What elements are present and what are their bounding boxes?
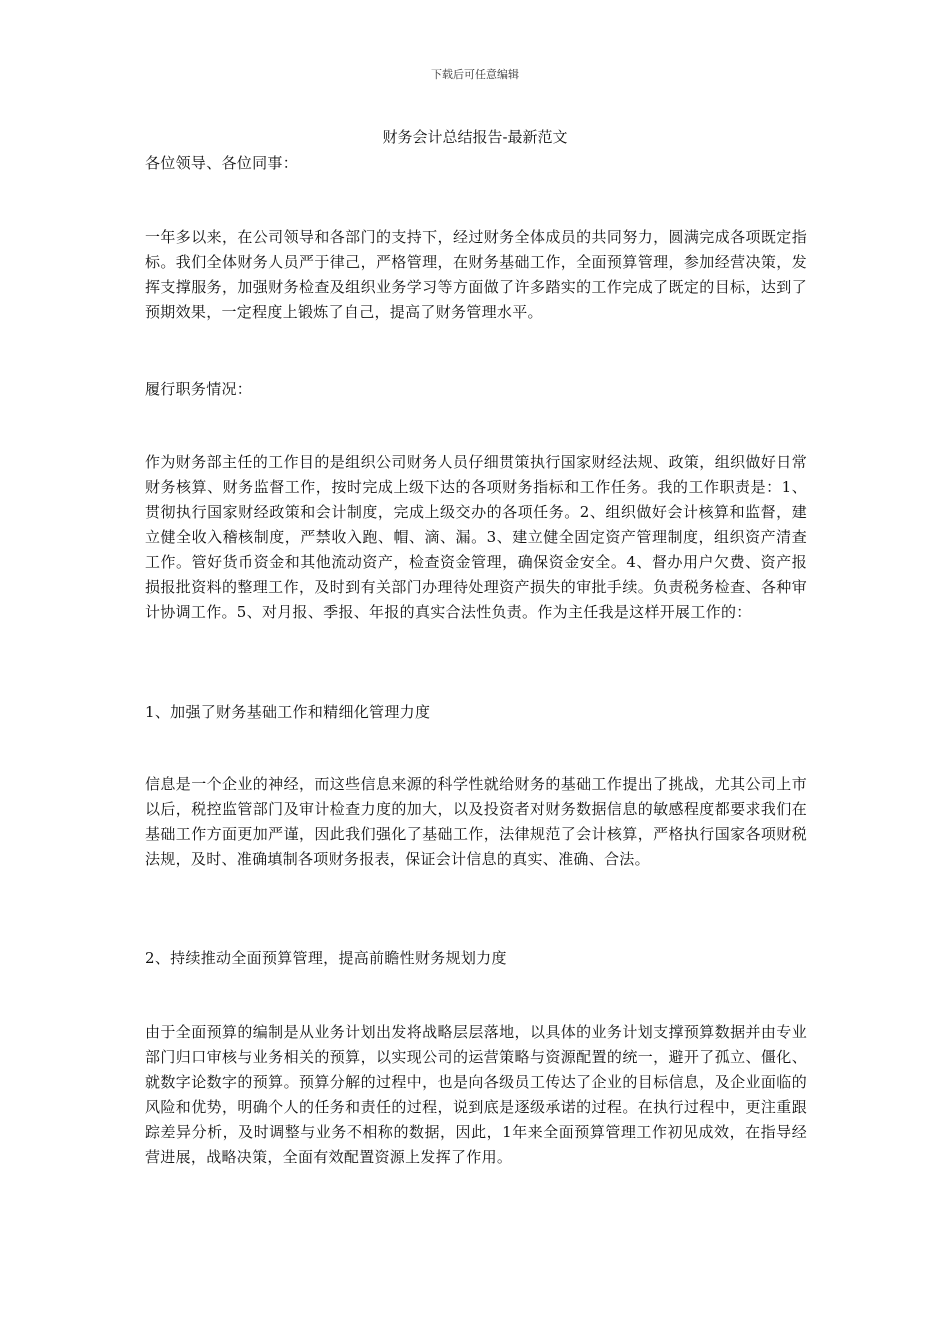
document-title: 财务会计总结报告-最新范文 (382, 128, 568, 146)
greeting-line: 各位领导、各位同事： (145, 154, 299, 172)
intro-paragraph: 一年多以来，在公司领导和各部门的支持下，经过财务全体成员的共同努力，圆满完成各项既定指标。我们全体财务人员严于律己，严格管理，在财务基础工作，全面预算管理，参加经营决策，发挥支撑服务，加强财务检查及组织业务学习等方面做了许多踏实的工作完成了既定的目标，达到了预期效果，一定程度上锻炼了自己，提高了财务管理水平。 (145, 228, 807, 321)
page-header-note: 下载后可任意编辑 (431, 68, 519, 81)
section-2-heading: 2、持续推动全面预算管理，提高前瞻性财务规划力度 (145, 949, 507, 967)
section-2-paragraph: 由于全面预算的编制是从业务计划出发将战略层层落地，以具体的业务计划支撑预算数据并由专业部门归口审核与业务相关的预算，以实现公司的运营策略与资源配置的统一，避开了孤立、僵化、就数字论数字的预算。预算分解的过程中，也是向各级员工传达了企业的目标信息，及企业面临的风险和优势，明确个人的任务和责任的过程，说到底是逐级承诺的过程。在执行过程中，更注重跟踪差异分析，及时调整与业务不相称的数据，因此，1年来全面预算管理工作初见成效，在指导经营进展，战略决策，全面有效配置资源上发挥了作用。 (145, 1023, 807, 1166)
section-1-paragraph: 信息是一个企业的神经，而这些信息来源的科学性就给财务的基础工作提出了挑战，尤其公司上市以后，税控监管部门及审计检查力度的加大，以及投资者对财务数据信息的敏感程度都要求我们在基础工作方面更加严谨，因此我们强化了基础工作，法律规范了会计核算，严格执行国家各项财税法规，及时、准确填制各项财务报表，保证会计信息的真实、准确、合法。 (145, 775, 807, 868)
section-1-heading: 1、加强了财务基础工作和精细化管理力度 (145, 703, 431, 721)
duty-paragraph: 作为财务部主任的工作目的是组织公司财务人员仔细贯策执行国家财经法规、政策，组织做好日常财务核算、财务监督工作，按时完成上级下达的各项财务指标和工作任务。我的工作职责是：1、贯彻执行国家财经政策和会计制度，完成上级交办的各项任务。2、组织做好会计核算和监督，建立健全收入稽核制度，严禁收入跑、帽、滴、漏。3、建立健全固定资产管理制度，组织资产清查工作。管好货币资金和其他流动资产，检查资金管理，确保资金安全。4、督办用户欠费、资产报损报批资料的整理工作，及时到有关部门办理待处理资产损失的审批手续。负责税务检查、各种审计协调工作。5、对月报、季报、年报的真实合法性负责。作为主任我是这样开展工作的： (145, 453, 807, 621)
duty-heading: 履行职务情况： (145, 380, 253, 398)
